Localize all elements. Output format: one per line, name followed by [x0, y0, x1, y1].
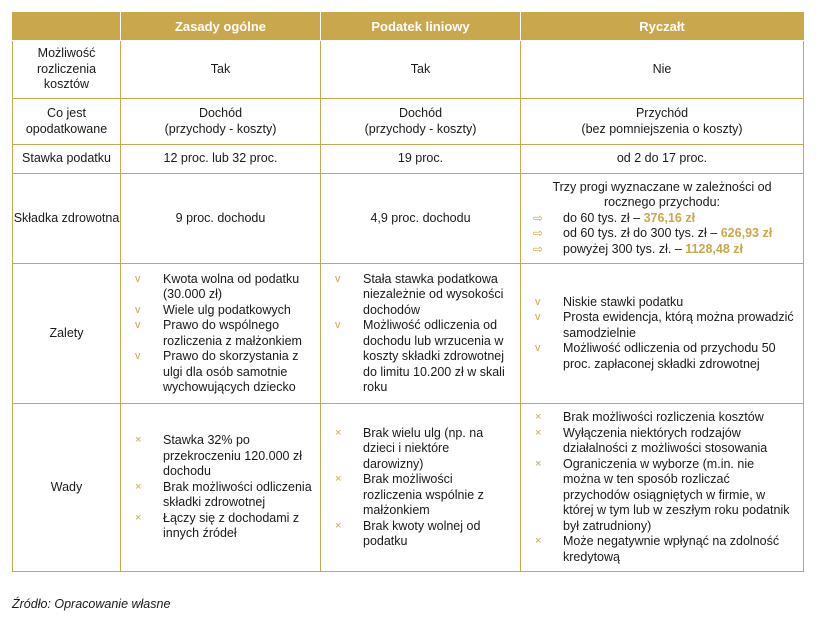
row-label: Wady	[13, 404, 121, 572]
row-label: Możliwość rozliczenia kosztów	[13, 41, 121, 99]
list-item-text: Możliwość odliczenia od dochodu lub wrzucenia w koszty składki zdrowotnej do limitu 10.200 zł w skali roku	[363, 318, 505, 394]
header-row	[13, 13, 804, 41]
list-item	[135, 511, 312, 542]
cell-value	[521, 404, 804, 572]
cell-value	[521, 174, 804, 264]
row-label: Co jest opodatkowane	[13, 99, 121, 145]
cross-icon: ×	[335, 426, 342, 439]
cross-icon: ×	[535, 411, 542, 423]
list-item	[135, 433, 312, 480]
list-item	[535, 426, 795, 457]
threshold-text: od 60 tys. zł do 300 tys. zł –	[563, 226, 721, 241]
cell-line: (przychody - koszty)	[364, 121, 477, 136]
check-v-icon: v	[135, 350, 141, 362]
cell-value: Nie	[521, 41, 804, 99]
cell-value	[321, 264, 521, 404]
list-item	[533, 211, 797, 227]
list-item	[535, 410, 795, 426]
cell-line: Dochód	[398, 106, 443, 120]
cell-value	[321, 404, 521, 572]
cons-list	[121, 433, 320, 542]
list-item-text: Może negatywnie wpłynąć na zdolność kredytową	[563, 534, 780, 564]
list-item	[135, 303, 312, 319]
list-item	[335, 426, 512, 473]
cell-value	[121, 264, 321, 404]
list-item	[335, 272, 512, 319]
check-v-icon: v	[135, 303, 141, 316]
source-note: Źródło: Opracowanie własne	[12, 597, 171, 611]
arrow-right-icon: ⇨	[533, 210, 544, 225]
cross-icon: ×	[135, 434, 142, 447]
list-item-text: Kwota wolna od podatku (30.000 zł)	[163, 271, 300, 301]
check-v-icon: v	[335, 319, 341, 331]
threshold-value: 376,16 zł	[643, 210, 696, 225]
list-item-text: Brak możliwości rozliczenia kosztów	[563, 410, 764, 424]
cell-line: (przychody - koszty)	[164, 121, 277, 136]
cell-value: Tak	[121, 41, 321, 99]
list-item-text: Ograniczenia w wyborze (m.in. nie można w ten sposób rozliczać przychodów osiągniętych w firmie, w której w tym lub w zeszłym roku podatnik był zatrudniony)	[563, 456, 790, 533]
cell-value	[121, 99, 321, 145]
check-v-icon: v	[135, 272, 141, 285]
header-general-rules: Zasady ogólne	[121, 13, 321, 41]
row-pros	[13, 264, 804, 404]
check-v-icon: v	[135, 319, 141, 331]
list-item	[135, 480, 312, 511]
list-item-text: Niskie stawki podatku	[563, 294, 684, 309]
list-item	[335, 472, 512, 519]
arrow-right-icon: ⇨	[533, 241, 544, 256]
cross-icon: ×	[535, 535, 542, 547]
list-item-text: Wyłączenia niektórych rodzajów działalności z możliwości stosowania	[563, 425, 768, 455]
list-item-text: Brak wielu ulg (np. na dzieci i niektóre darowizny)	[363, 425, 484, 471]
arrow-right-icon: ⇨	[533, 226, 544, 241]
cross-icon: ×	[135, 511, 142, 524]
cell-value	[121, 404, 321, 572]
cons-list	[521, 410, 803, 565]
list-item	[535, 457, 795, 535]
cell-value: 4,9 proc. dochodu	[321, 174, 521, 264]
list-item-text: Łączy się z dochodami z innych źródeł	[163, 510, 300, 541]
list-item	[135, 318, 312, 349]
list-item	[535, 295, 795, 311]
cell-value: 9 proc. dochodu	[121, 174, 321, 264]
cross-icon: ×	[335, 473, 342, 485]
check-v-icon: v	[535, 342, 541, 355]
header-flat-tax: Podatek liniowy	[321, 13, 521, 41]
row-costs	[13, 41, 804, 99]
cross-icon: ×	[335, 519, 342, 532]
row-label: Stawka podatku	[13, 145, 121, 174]
check-v-icon: v	[535, 311, 541, 324]
list-item-text: Stała stawka podatkowa niezależnie od wysokości dochodów	[363, 271, 504, 317]
header-empty	[13, 13, 121, 41]
cross-icon: ×	[535, 426, 542, 439]
threshold-text: do 60 tys. zł –	[563, 210, 644, 225]
list-item-text: Stawka 32% po przekroczeniu 120.000 zł dochodu	[163, 433, 302, 479]
list-item	[135, 349, 312, 396]
cell-value: 12 proc. lub 32 proc.	[121, 145, 321, 174]
health-intro: Trzy progi wyznaczane w zależności od rocznego przychodu:	[552, 179, 772, 210]
cell-value	[521, 99, 804, 145]
row-label: Zalety	[13, 264, 121, 404]
check-v-icon: v	[535, 295, 541, 308]
list-item	[335, 519, 512, 550]
cell-value: od 2 do 17 proc.	[521, 145, 804, 174]
cons-list	[321, 426, 520, 550]
list-item-text: Wiele ulg podatkowych	[163, 302, 291, 317]
list-item	[533, 242, 797, 258]
row-taxed	[13, 99, 804, 145]
health-thresholds	[521, 211, 803, 258]
list-item-text: Możliwość odliczenia od przychodu 50 proc. zapłaconej składki zdrowotnej	[563, 341, 776, 371]
list-item	[535, 534, 795, 565]
list-item-text: Prosta ewidencja, którą można prowadzić samodzielnie	[563, 310, 794, 340]
pros-list	[121, 272, 320, 396]
list-item-text: Prawo do skorzystania z ulgi dla osób samotnie wychowujących dziecko	[163, 349, 299, 394]
cross-icon: ×	[535, 457, 542, 470]
check-v-icon: v	[335, 272, 341, 285]
row-health	[13, 174, 804, 264]
pros-list	[521, 295, 803, 373]
pros-list	[321, 272, 520, 396]
threshold-value: 1128,48 zł	[685, 241, 743, 256]
list-item-text: Brak kwoty wolnej od podatku	[363, 518, 481, 548]
list-item	[535, 310, 795, 341]
cell-value: Tak	[321, 41, 521, 99]
threshold-text: powyżej 300 tys. zł. –	[563, 241, 686, 256]
list-item	[135, 272, 312, 303]
list-item	[533, 226, 797, 242]
cell-value	[321, 99, 521, 145]
list-item-text: Prawo do wspólnego rozliczenia z małżonkiem	[163, 318, 302, 348]
cell-value	[521, 264, 804, 404]
cell-line: Dochód	[198, 106, 243, 120]
cell-line: (bez pomniejszenia o koszty)	[581, 121, 743, 136]
header-lump-sum: Ryczałt	[521, 13, 804, 41]
row-rate	[13, 145, 804, 174]
list-item	[335, 318, 512, 396]
list-item-text: Brak możliwości rozliczenia wspólnie z małżonkiem	[363, 472, 484, 517]
list-item	[535, 341, 795, 372]
threshold-value: 626,93 zł	[720, 226, 773, 241]
row-cons	[13, 404, 804, 572]
row-label: Składka zdrowotna	[13, 174, 121, 264]
tax-comparison-table	[12, 12, 804, 572]
cell-line: Przychód	[635, 106, 689, 120]
list-item-text: Brak możliwości odliczenia składki zdrowotnej	[163, 479, 312, 510]
cell-value: 19 proc.	[321, 145, 521, 174]
cross-icon: ×	[135, 480, 142, 493]
